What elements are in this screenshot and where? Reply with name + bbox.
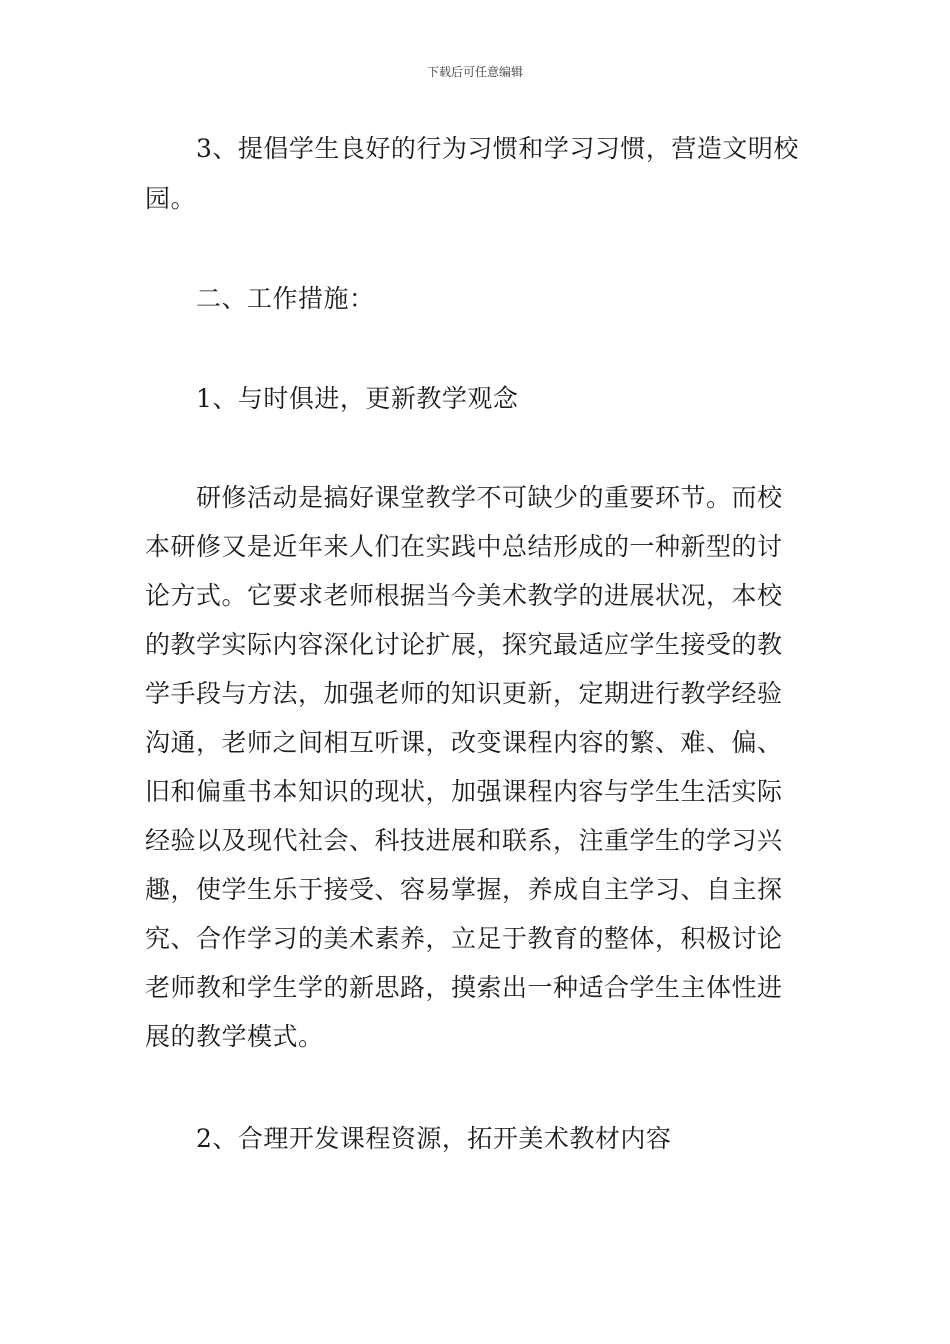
page-header-note: 下载后可任意编辑 (426, 65, 523, 79)
paragraph-text-line: 老师教和学生学的新思路，摸索出一种适合学生主体性进 (145, 973, 783, 1002)
paragraph-text-line: 究、合作学习的美术素养，立足于教育的整体，积极讨论 (145, 924, 783, 953)
paragraph-text-line: 的教学实际内容深化讨论扩展，探究最适应学生接受的教 (145, 630, 783, 659)
paragraph-text-line: 趣，使学生乐于接受、容易掌握，养成自主学习、自主探 (145, 875, 783, 904)
paragraph-goal-3-line-1: 3、提倡学生良好的行为习惯和学习习惯，营造文明校 (145, 134, 799, 163)
paragraph-text-line: 沟通，老师之间相互听课，改变课程内容的繁、难、偏、 (145, 728, 783, 757)
paragraph-text-line: 经验以及现代社会、科技进展和联系，注重学生的学习兴 (145, 826, 783, 855)
paragraph-goal-3-line-2: 园。 (145, 184, 197, 213)
subheading-measure-2: 2、合理开发课程资源，拓开美术教材内容 (145, 1124, 672, 1153)
section-heading-measures: 二、工作措施： (145, 284, 375, 313)
paragraph-text-line: 学手段与方法，加强老师的知识更新，定期进行教学经验 (145, 679, 783, 708)
paragraph-text-line: 研修活动是搞好课堂教学不可缺少的重要环节。而校 (145, 483, 783, 512)
subheading-measure-1: 1、与时俱进，更新教学观念 (145, 384, 519, 413)
paragraph-text-line: 本研修又是近年来人们在实践中总结形成的一种新型的讨 (145, 532, 783, 561)
paragraph-text-line: 论方式。它要求老师根据当今美术教学的进展状况，本校 (145, 581, 783, 610)
paragraph-text-line: 展的教学模式。 (145, 1022, 324, 1051)
paragraph-text-line: 旧和偏重书本知识的现状，加强课程内容与学生生活实际 (145, 777, 783, 806)
